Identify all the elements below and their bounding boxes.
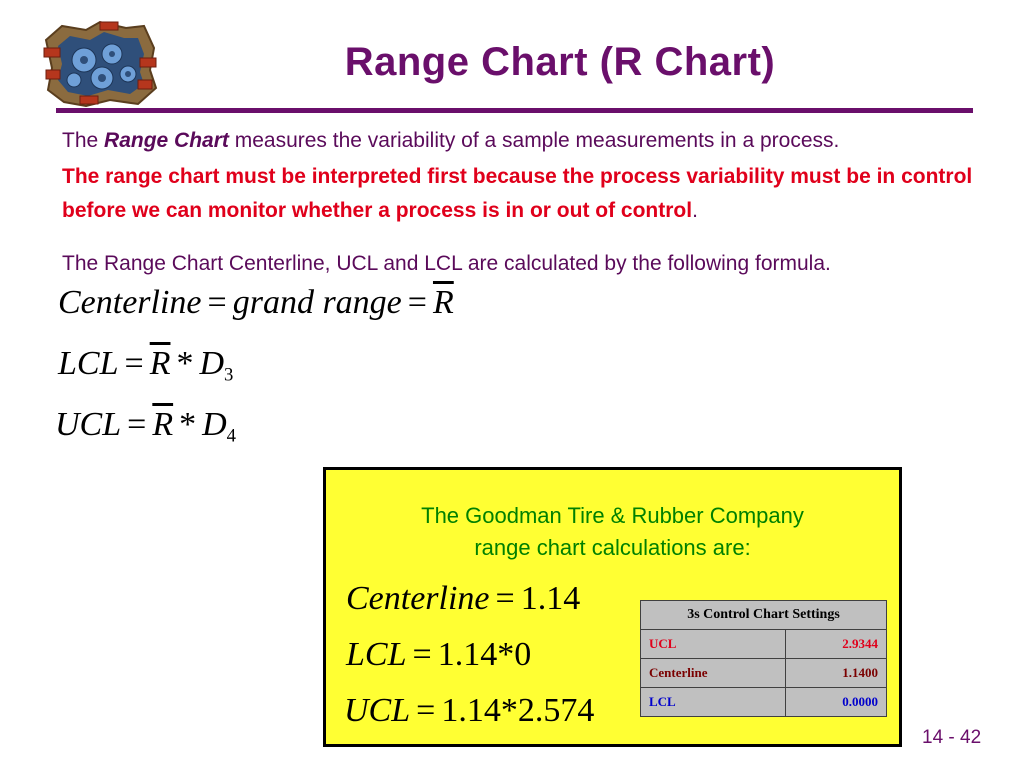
row-value: 1.1400 (785, 659, 886, 688)
formula-intro: The Range Chart Centerline, UCL and LCL are calculated by the following formula. (62, 252, 831, 275)
lcl-formula (58, 345, 233, 387)
table-header: 3s Control Chart Settings (641, 601, 887, 630)
intro-rest: measures the variability of a sample measurements in a process. (228, 129, 840, 152)
row-label: Centerline (641, 659, 786, 688)
page-number: 14 - 42 (922, 727, 982, 748)
d-subscript: 3 (224, 364, 234, 386)
formula-rhs: 1.14*2.574 (441, 692, 595, 729)
formula-lhs: UCL (55, 406, 122, 443)
example-callout-box (323, 467, 902, 747)
centerline-formula (58, 284, 454, 322)
emphasis-paragraph (62, 160, 982, 228)
gears-logo-icon (40, 18, 158, 108)
row-value: 2.9344 (785, 630, 886, 659)
intro-paragraph (62, 124, 982, 158)
row-label: LCL (641, 688, 786, 717)
page-title: Range Chart (R Chart) (344, 40, 776, 84)
control-chart-settings-table (640, 600, 887, 717)
example-centerline-formula (346, 580, 580, 618)
example-lcl-formula (346, 636, 531, 674)
table-row (641, 630, 887, 659)
table-row (641, 659, 887, 688)
equals-sign: = (127, 406, 147, 443)
r-bar-symbol: $\overline{R}$ (149, 345, 171, 382)
equals-sign: = (416, 692, 436, 729)
row-label: UCL (641, 630, 786, 659)
formula-rhs: 1.14*0 (437, 636, 532, 673)
range-chart-term: Range Chart (104, 129, 229, 152)
formula-lhs: Centerline (58, 284, 202, 321)
formula-lhs: UCL (344, 692, 411, 729)
d-constant: D (199, 345, 225, 382)
example-ucl-formula (344, 692, 594, 730)
equals-sign: = (124, 345, 144, 382)
example-heading (326, 500, 899, 564)
r-bar-symbol: $\overline{R}$ (152, 406, 174, 443)
table-row (641, 688, 887, 717)
d-subscript: 4 (226, 425, 237, 447)
formula-lhs: Centerline (346, 580, 490, 617)
multiply-sign: * (176, 345, 194, 382)
intro-prefix: The (62, 129, 105, 152)
r-bar-symbol: $\overline{R}$ (432, 284, 454, 321)
example-heading-line2: range chart calculations are: (474, 535, 751, 560)
formula-lhs: LCL (346, 636, 407, 673)
row-value: 0.0000 (785, 688, 886, 717)
d-constant: D (202, 406, 227, 443)
emphasis-period: . (692, 199, 698, 222)
formula-rhs: 1.14 (520, 580, 581, 617)
ucl-formula (55, 406, 236, 448)
example-heading-line1: The Goodman Tire & Rubber Company (421, 503, 804, 528)
formula-term: grand range (232, 284, 402, 321)
emphasis-text: The range chart must be interpreted first because the process variability must be in control before we can monitor whether a process is in or out of control (62, 165, 973, 222)
title-divider (56, 108, 973, 113)
formula-lhs: LCL (58, 345, 119, 382)
equals-sign: = (407, 284, 427, 321)
multiply-sign: * (179, 406, 197, 443)
equals-sign: = (495, 580, 515, 617)
equals-sign: = (207, 284, 227, 321)
equals-sign: = (412, 636, 432, 673)
